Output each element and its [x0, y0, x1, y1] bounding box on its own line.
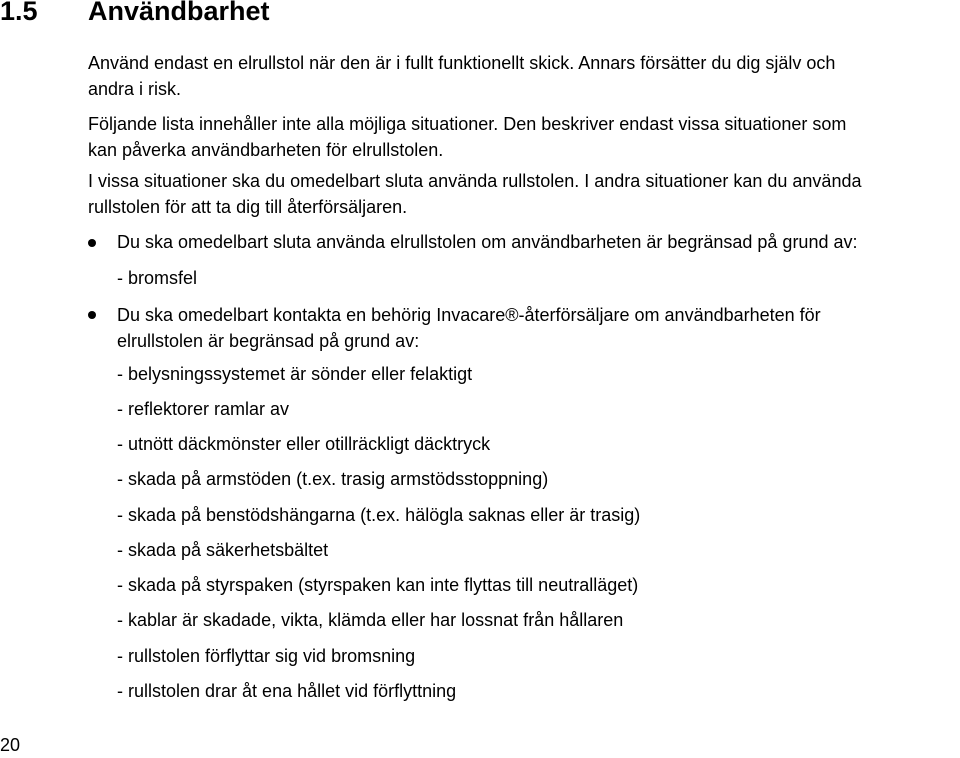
list-item: - skada på styrspaken (styrspaken kan inte flyttas till neutralläget)	[117, 575, 639, 595]
list-item: - kablar är skadade, vikta, klämda eller har lossnat från hållaren	[117, 610, 624, 630]
paragraph-text: I vissa situationer ska du omedelbart sluta använda rullstolen. I andra situationer kan du använda rullstolen för att ta dig till återförsäljaren.	[88, 171, 862, 217]
list-item: - skada på benstödshängarna (t.ex. hälögla saknas eller är trasig)	[117, 505, 641, 525]
list-item: - utnött däckmönster eller otillräckligt däcktryck	[117, 434, 491, 454]
bullet-intro-contact-dealer: Du ska omedelbart kontakta en behörig Invacare®-återförsäljare om användbarheten för elrullstolen är begränsad på grund av:	[117, 305, 821, 351]
list-item: - rullstolen förflyttar sig vid bromsning	[117, 646, 416, 666]
paragraph-text: Använd endast en elrullstol när den är i fullt funktionellt skick. Annars försätter du dig själv och andra i risk.	[88, 53, 836, 99]
list-item: - reflektorer ramlar av	[117, 399, 290, 419]
paragraph-text: Följande lista innehåller inte alla möjliga situationer. Den beskriver endast vissa situationer som kan påverka användbarheten för elrullstolen.	[88, 114, 847, 160]
bullet-marker	[88, 239, 96, 247]
bullet-marker	[88, 311, 96, 319]
paragraph-situations	[88, 168, 861, 220]
list-item: - skada på säkerhetsbältet	[117, 540, 329, 560]
list-item: - skada på armstöden (t.ex. trasig armstödsstoppning)	[117, 469, 549, 489]
paragraph-list-note	[88, 111, 846, 163]
list-item: - rullstolen drar åt ena hållet vid förflyttning	[117, 681, 457, 701]
section-title: Användbarhet	[88, 0, 270, 26]
page-number: 20	[0, 735, 21, 755]
section-heading	[0, 0, 270, 27]
paragraph-intro	[88, 50, 835, 102]
list-item: - bromsfel	[117, 268, 198, 288]
list-item: - belysningssystemet är sönder eller felaktigt	[117, 364, 473, 384]
section-number: 1.5	[0, 0, 38, 26]
bullet-intro-stop-use: Du ska omedelbart sluta använda elrullstolen om användbarheten är begränsad på grund av:	[117, 232, 858, 252]
